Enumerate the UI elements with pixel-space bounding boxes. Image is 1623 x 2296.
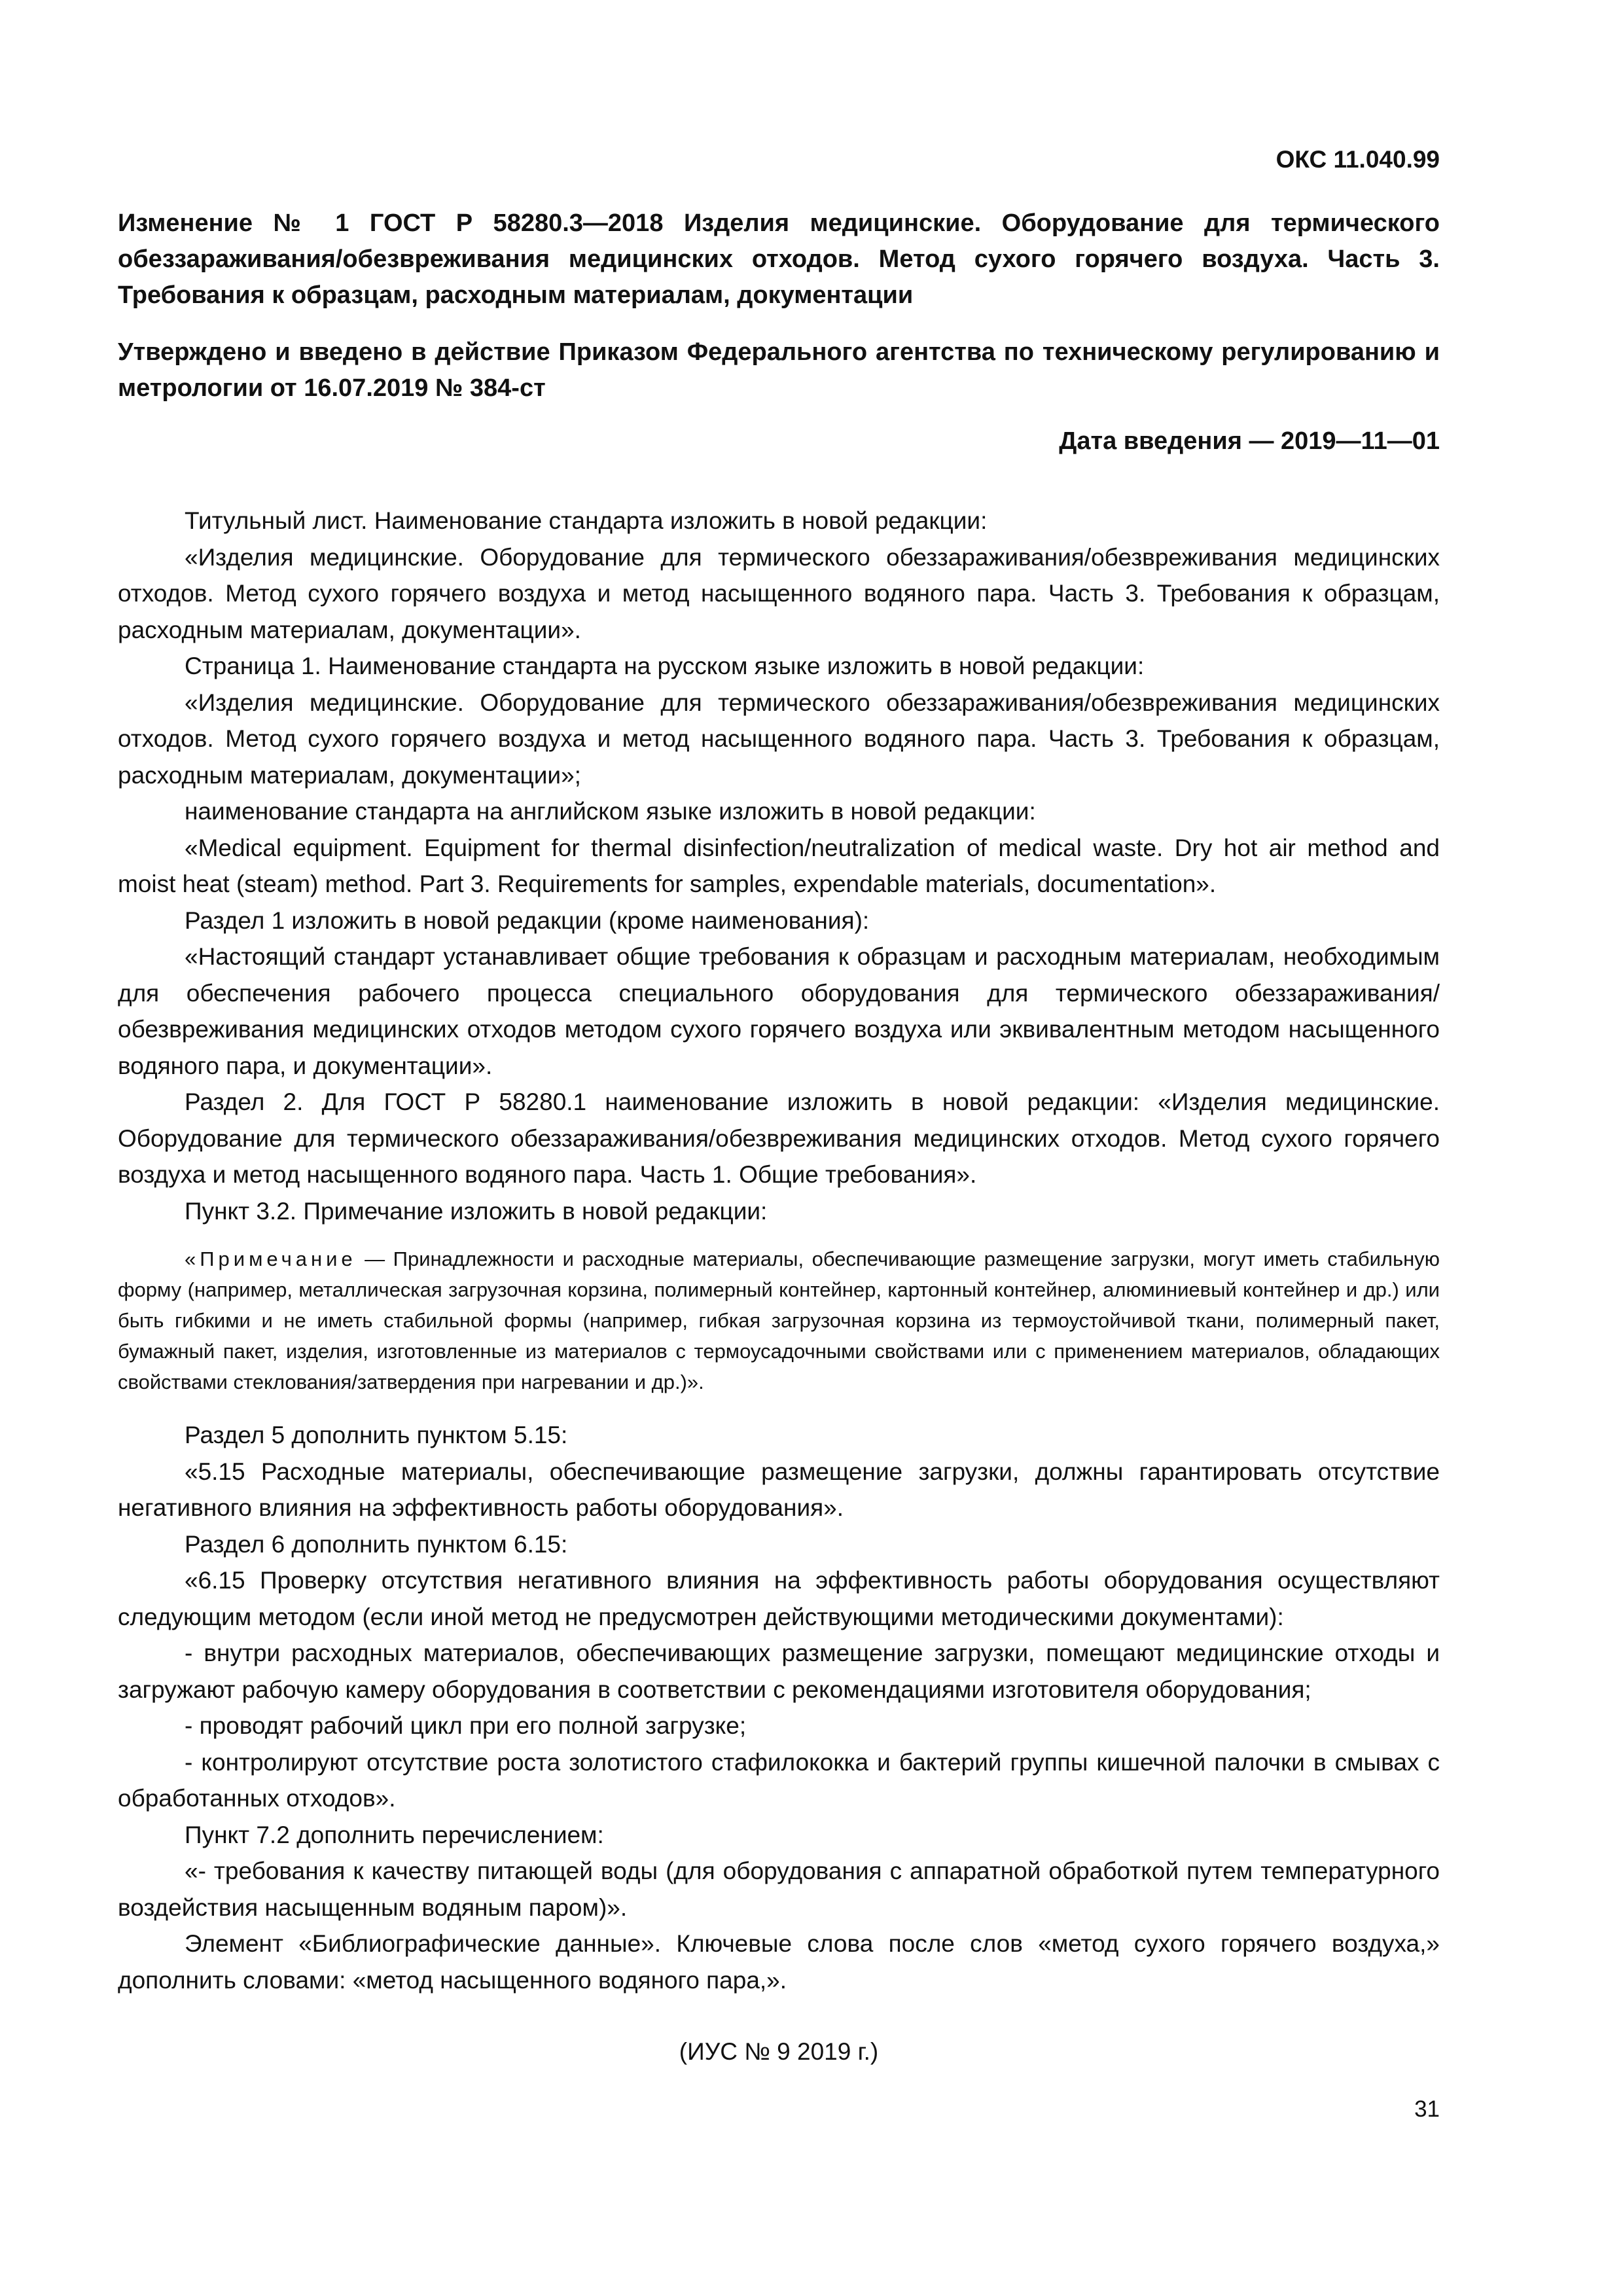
- paragraph: «Medical equipment. Equipment for thermal disinfection/neutralization of medical waste. Dry hot air method and moist heat (steam) method. Part 3. Requirements for samples, expendable materials, documentation».: [118, 834, 1440, 897]
- paragraph: «6.15 Проверку отсутствия негативного влияния на эффективность работы оборудования осуществляют следующим методом (если иной метод не предусмотрен действующими методическими документами):: [118, 1567, 1440, 1630]
- paragraph: - контролируют отсутствие роста золотистого стафилококка и бактерий группы кишечной палочки в смывах с обработанных отходов».: [118, 1748, 1440, 1812]
- paragraph: Титульный лист. Наименование стандарта изложить в новой редакции:: [185, 507, 988, 534]
- note-block: [118, 1244, 1440, 1397]
- approval-statement: Утверждено и введено в действие Приказом Федерального агентства по техническому регулированию и метрологии от 16.07.2019 № 384-ст: [118, 338, 1440, 402]
- ius-reference: (ИУС № 9 2019 г.): [679, 2038, 879, 2065]
- paragraph: Страница 1. Наименование стандарта на русском языке изложить в новой редакции:: [185, 653, 1145, 679]
- page-number: 31: [1414, 2096, 1440, 2122]
- paragraph: наименование стандарта на английском языке изложить в новой редакции:: [185, 798, 1036, 825]
- paragraph: Пункт 3.2. Примечание изложить в новой редакции:: [185, 1197, 768, 1225]
- note-text: — Принадлежности и расходные материалы, обеспечивающие размещение загрузки, могут иметь стабильную форму (например, металлическая загрузочная корзина, полимерный контейнер, картонный контейнер, алюминиевый контейнер и др.) или быть гибкими и не иметь стабильной формы (например, гибкая загрузочная корзина из термоустойчивой ткани, полимерный пакет, бумажный пакет, изделия, изготовленные из материалов с термоусадочными свойствами или с применением материалов, обладающих свойствами стеклования/затвердения при нагревании и др.)».: [118, 1247, 1440, 1393]
- amendment-title: Изменение № 1 ГОСТ Р 58280.3—2018 Изделия медицинские. Оборудование для термического обеззараживания/обезвреживания медицинских отходов. Метод сухого горячего воздуха. Часть 3. Требования к образцам, расходным материалам, документации: [118, 209, 1440, 309]
- paragraph: - проводят рабочий цикл при его полной загрузке;: [185, 1712, 747, 1739]
- paragraph: «Изделия медицинские. Оборудование для термического обеззараживания/обезвреживания медицинских отходов. Метод сухого горячего воздуха и метод насыщенного водяного пара. Часть 3. Требования к образцам, расходным материалам, документации».: [118, 543, 1440, 643]
- paragraph: Раздел 1 изложить в новой редакции (кроме наименования):: [185, 906, 870, 934]
- paragraph: Раздел 5 дополнить пунктом 5.15:: [185, 1422, 568, 1448]
- paragraph: Раздел 6 дополнить пунктом 6.15:: [185, 1530, 568, 1558]
- paragraph: «Настоящий стандарт устанавливает общие требования к образцам и расходным материалам, необходимым для обеспечения рабочего процесса специального оборудования для термического обеззараживания/обезвреживания медицинских отходов методом сухого горячего воздуха или эквивалентным методом насыщенного водяного пара, и документации».: [118, 943, 1440, 1079]
- effective-date: Дата введения — 2019—11—01: [1059, 427, 1440, 455]
- paragraph: Элемент «Библиографические данные». Ключевые слова после слов «метод сухого горячего воздуха,» дополнить словами: «метод насыщенного водяного пара,».: [118, 1930, 1440, 1994]
- oks-code: ОКС 11.040.99: [1275, 146, 1440, 173]
- document-body: [118, 503, 1440, 1998]
- paragraph: Раздел 2. Для ГОСТ Р 58280.1 наименование изложить в новой редакции: «Изделия медицинские. Оборудование для термического обеззараживания/обезвреживания медицинских отходов. Метод сухого горячего воздуха и метод насыщенного водяного пара. Часть 1. Общие требования».: [118, 1088, 1440, 1188]
- paragraph: Пункт 7.2 дополнить перечислением:: [185, 1821, 604, 1848]
- paragraph: «- требования к качеству питающей воды (для оборудования с аппаратной обработкой путем температурного воздействия насыщенным водяным паром)».: [118, 1857, 1440, 1921]
- paragraph: - внутри расходных материалов, обеспечивающих размещение загрузки, помещают медицинские отходы и загружают рабочую камеру оборудования в соответствии с рекомендациями изготовителя оборудования;: [118, 1640, 1440, 1703]
- paragraph: «5.15 Расходные материалы, обеспечивающие размещение загрузки, должны гарантировать отсутствие негативного влияния на эффективность работы оборудования».: [118, 1458, 1440, 1521]
- paragraph: «Изделия медицинские. Оборудование для термического обеззараживания/обезвреживания медицинских отходов. Метод сухого горячего воздуха и метод насыщенного водяного пара. Часть 3. Требования к образцам, расходным материалам, документации»;: [118, 689, 1440, 789]
- note-label: «Примечание: [185, 1247, 357, 1270]
